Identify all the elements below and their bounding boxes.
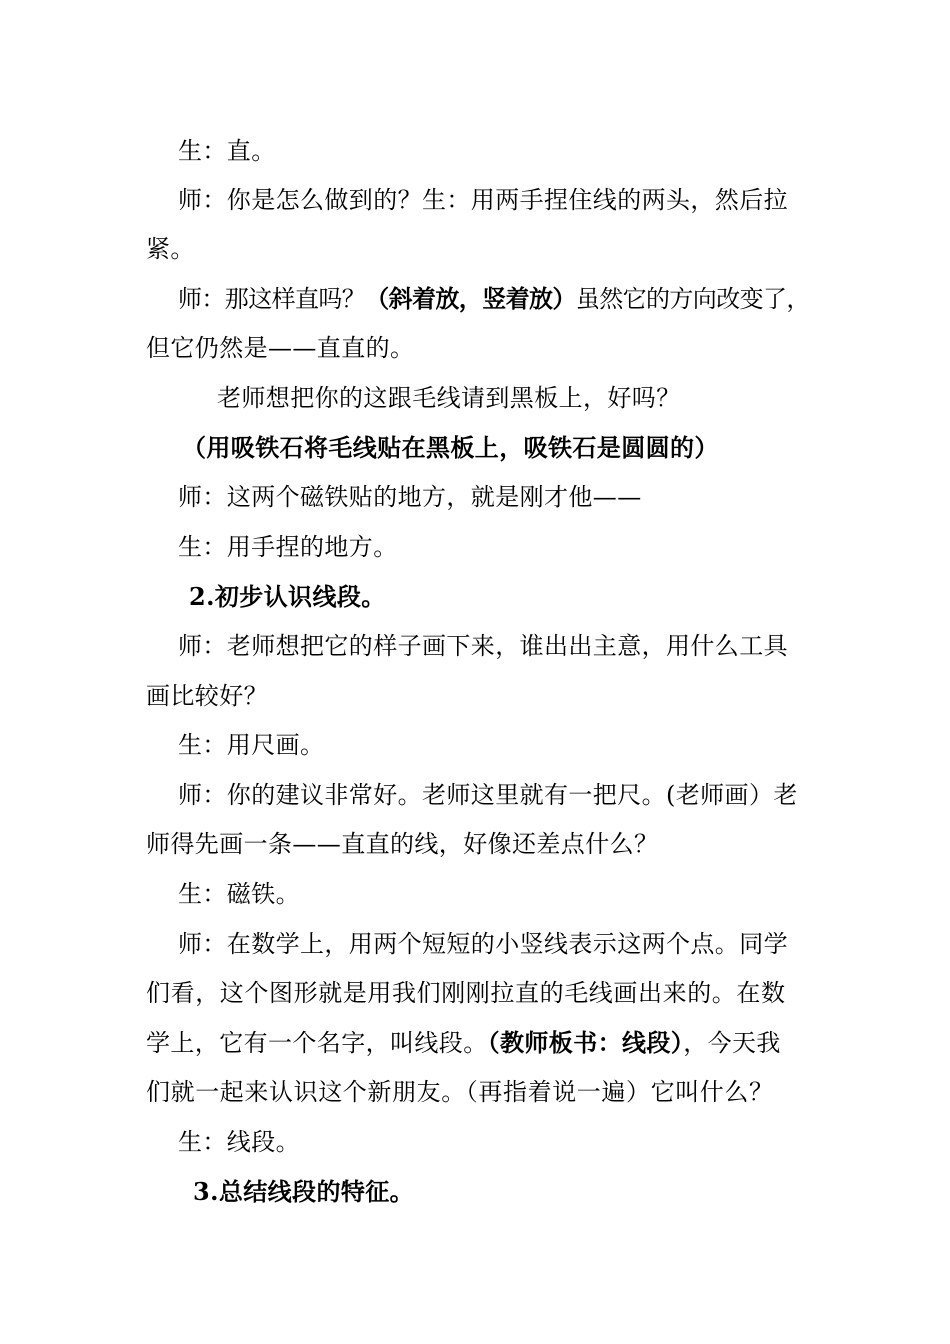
line-text: 们就一起来认识这个新朋友。（再指着说一遍）它叫什么？ [146, 1078, 774, 1106]
line-text: 们看，这个图形就是用我们刚刚拉直的毛线画出来的。在数 [146, 979, 786, 1007]
line-text: 画比较好？ [146, 682, 268, 710]
dialogue-line [146, 829, 658, 859]
dialogue-line [178, 136, 276, 166]
line-text: 生：用手捏的地方。 [178, 533, 398, 561]
stage-direction: （斜着放，竖着放） [365, 284, 576, 313]
dialogue-line [146, 978, 786, 1008]
line-text: 师：你是怎么做到的？生：用两手捏住线的两头，然后拉 [178, 186, 788, 214]
dialogue-line [178, 1127, 300, 1157]
dialogue-line [178, 879, 300, 909]
line-text: 生：线段。 [178, 1128, 300, 1156]
stage-direction [182, 433, 719, 463]
dialogue-line [146, 1028, 781, 1058]
line-text: 师：那这样直吗？ [178, 285, 366, 313]
line-text: 师：这两个磁铁贴的地方，就是刚才他—— [178, 483, 642, 511]
line-text: 但它仍然是——直直的。 [146, 334, 415, 362]
line-text: ，今天我 [683, 1029, 781, 1057]
heading-text: 2.初步认识线段。 [189, 582, 386, 611]
dialogue-line [178, 929, 788, 959]
line-text: 生：磁铁。 [178, 880, 300, 908]
heading-text: 3.总结线段的特征。 [193, 1177, 415, 1206]
line-text: 师：你的建议非常好。老师这里就有一把尺。(老师画）老 [178, 781, 798, 809]
dialogue-line [146, 333, 414, 363]
line-text: 老师想把你的这跟毛线请到黑板上，好吗？ [217, 384, 681, 412]
dialogue-line [178, 730, 324, 760]
line-text: 师：老师想把它的样子画下来，谁出出主意，用什么工具 [178, 632, 788, 660]
line-text: 生：用尺画。 [178, 731, 325, 759]
dialogue-line [178, 780, 798, 810]
section-heading [189, 582, 386, 612]
line-text: 虽然它的方向改变了， [575, 285, 810, 313]
line-text: 紧。 [146, 235, 195, 263]
dialogue-line [217, 383, 681, 413]
dialogue-line [146, 234, 195, 264]
line-text: 学上，它有一个名字，叫线段。 [146, 1029, 488, 1057]
dialogue-line [178, 631, 788, 661]
line-text: （用吸铁石将毛线贴在黑板上，吸铁石是圆圆的） [182, 433, 719, 462]
dialogue-line [178, 185, 788, 215]
section-heading [193, 1177, 414, 1207]
dialogue-line [178, 284, 810, 314]
stage-direction: （教师板书：线段） [487, 1028, 684, 1057]
dialogue-line [178, 532, 398, 562]
line-text: 师：在数学上，用两个短短的小竖线表示这两个点。同学 [178, 930, 788, 958]
line-text: 师得先画一条——直直的线，好像还差点什么？ [146, 830, 659, 858]
dialogue-line [146, 681, 268, 711]
line-text: 生：直。 [178, 137, 276, 165]
dialogue-line [178, 482, 642, 512]
dialogue-line [146, 1077, 774, 1107]
